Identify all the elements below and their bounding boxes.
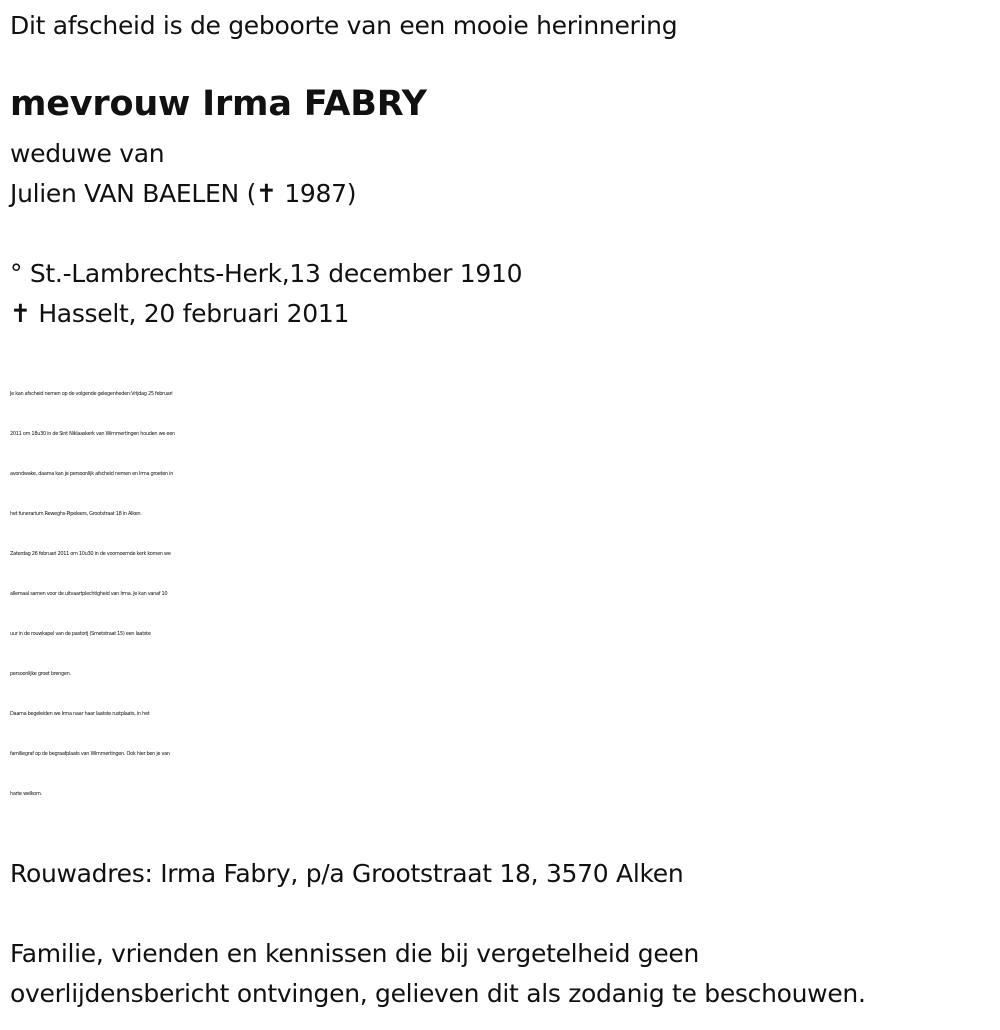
intro-text: Dit afscheid is de geboorte van een mooie herinnering xyxy=(10,11,678,40)
birth-line xyxy=(10,254,522,294)
death-line xyxy=(10,294,522,334)
ceremony-line: harte welkom. xyxy=(10,791,42,797)
family-notice xyxy=(10,934,866,1014)
ceremony-details xyxy=(10,374,992,814)
ceremony-line: uur in de rouwkapel van de pastorij (Smetstraat 15) een laatste xyxy=(10,631,151,637)
ceremony-line: Daarna begeleiden we Irma naar haar laatste rustplaats, in het xyxy=(10,711,150,717)
ceremony-line: Je kan afscheid nemen op de volgende gelegenheden:Vrijdag 25 februari xyxy=(10,391,173,397)
cross-icon: ✝ xyxy=(10,299,31,328)
ceremony-line: familiegraf op de begraafplaats van Wimmertingen. Ook hier ben je van xyxy=(10,751,170,757)
mourning-address: Rouwadres: Irma Fabry, p/a Grootstraat 18, 3570 Alken xyxy=(10,859,684,888)
spouse-relation: weduwe van xyxy=(10,139,165,168)
ceremony-line: het funerarium Reweghs-Pipeleers, Grootstraat 18 in Alken. xyxy=(10,511,142,517)
dates-block xyxy=(10,254,522,334)
ceremony-line: persoonlijke groet brengen. xyxy=(10,671,71,677)
spouse-line xyxy=(10,174,356,214)
ceremony-line: allemaal samen voor de uitvaartplechtigheid van Irma. Je kan vanaf 10 xyxy=(10,591,168,597)
ceremony-line: Zaterdag 26 februari 2011 om 10u30 in de voornoemde kerk komen we xyxy=(10,551,171,557)
spouse-death-year: (✝ 1987) xyxy=(246,179,357,208)
spouse-name: Julien VAN BAELEN xyxy=(10,179,239,208)
ceremony-line: 2011 om 18u30 in de Sint Niklaaskerk van Wimmertingen houden we een xyxy=(10,431,175,437)
birth-place-date: St.-Lambrechts-Herk,13 december 1910 xyxy=(29,259,523,288)
family-line: Familie, vrienden en kennissen die bij vergetelheid geen xyxy=(10,939,700,968)
deceased-name: mevrouw Irma FABRY xyxy=(10,84,427,124)
ceremony-line: avondwake, daarna kan je persoonlijk afscheid nemen en Irma groeten in xyxy=(10,471,174,477)
family-line: overlijdensbericht ontvingen, gelieven dit als zodanig te beschouwen. xyxy=(10,979,866,1008)
death-place-date: Hasselt, 20 februari 2011 xyxy=(38,299,350,328)
birth-symbol: ° xyxy=(10,259,23,288)
spouse-block xyxy=(10,134,356,214)
